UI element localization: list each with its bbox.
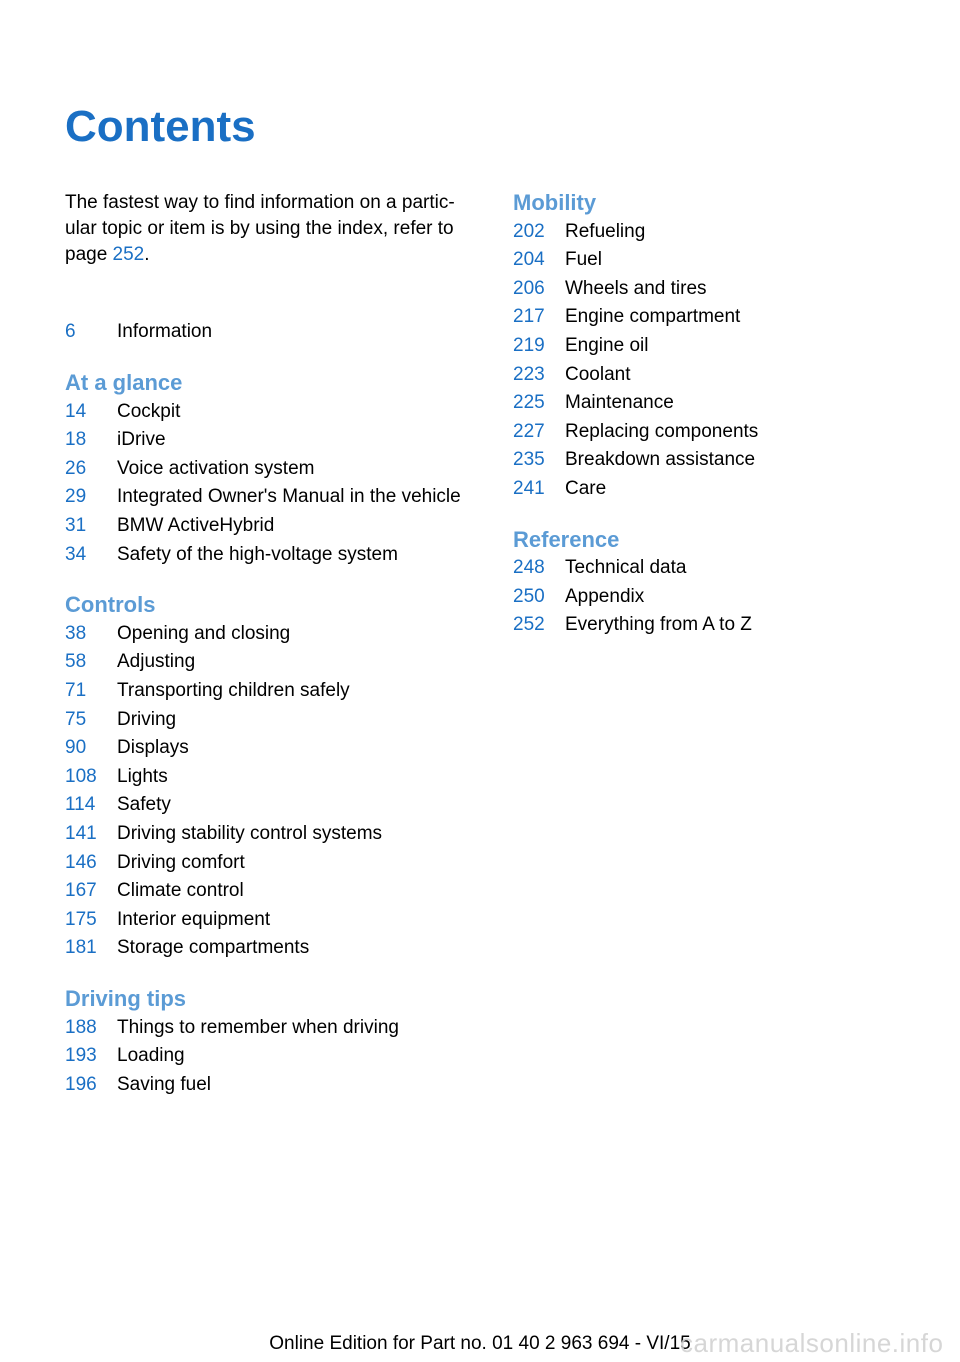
toc-entry-title: Integrated Owner's Manual in the vehicle [117,486,461,508]
toc-page-number[interactable]: 181 [65,937,97,959]
toc-page-number[interactable]: 225 [513,392,545,414]
toc-page-number[interactable]: 223 [513,363,545,385]
section-heading: Driving tips [65,986,187,1011]
toc-page-number[interactable]: 252 [513,614,545,636]
section-heading: Controls [65,592,156,618]
section-heading: At a glance [65,370,183,395]
toc-entry-title: Driving comfort [117,851,245,873]
toc-entry-title: BMW ActiveHybrid [117,515,275,536]
toc-page-number[interactable]: 196 [65,1073,97,1095]
toc-entry-title: Storage compartments [117,937,310,959]
toc-page-number[interactable]: 217 [513,306,545,328]
intro-line-prefix: page [65,244,113,265]
intro-line: ular topic or item is by using the index, refer to [65,218,454,239]
toc-page-number[interactable]: 75 [65,708,87,730]
toc-entry-title: Driving stability control systems [117,823,383,844]
toc-entry-title: Driving [117,708,177,730]
toc-page-number[interactable]: 141 [65,823,97,844]
index-page-link[interactable]: 252 [112,244,145,265]
toc-entry-title: Wheels and tires [565,277,707,299]
toc-page-number[interactable]: 235 [513,449,545,471]
toc-entry-title: Maintenance [565,392,674,414]
toc-entry-title: Saving fuel [117,1073,212,1095]
toc-page-number[interactable]: 114 [65,794,96,816]
toc-page-number[interactable]: 146 [65,851,97,873]
toc-page-number[interactable]: 58 [65,651,87,673]
toc-entry-title: Engine oil [565,335,649,356]
intro-line [65,242,485,268]
footer-edition-text: Online Edition for Part no. 01 40 2 963 694 - VI/15 [269,1333,691,1354]
watermark-logo: carmanualsonline.info [680,1328,944,1358]
toc-page-number[interactable]: 18 [65,429,87,451]
toc-page-number[interactable]: 6 [65,321,76,342]
intro-paragraph [65,190,485,268]
toc-entry-title: Information [117,321,213,342]
toc-entry-title: Transporting children safely [117,680,350,701]
toc-entry-title: iDrive [117,429,166,451]
toc-entry-title: Technical data [565,557,687,579]
toc-entry-title: Voice activation system [117,457,315,479]
toc-page-number[interactable]: 31 [65,515,87,536]
toc-entry-title: Opening and closing [117,622,291,644]
toc-page-number[interactable]: 241 [513,478,545,499]
toc-entry-title: Lights [117,765,168,787]
toc-page-number[interactable]: 204 [513,249,545,271]
toc-page-number[interactable]: 227 [513,420,545,442]
toc-entry-title: Fuel [565,249,602,271]
toc-page-number[interactable]: 248 [513,557,545,579]
toc-entry-title: Displays [117,737,189,759]
toc-page-number[interactable]: 202 [513,220,545,242]
section-heading: Mobility [513,190,597,215]
toc-page-number[interactable]: 34 [65,543,87,565]
toc-entry-title: Things to remember when driving [117,1016,399,1038]
toc-entry-title: Cockpit [117,400,181,422]
toc-entry-title: Safety of the high-voltage system [117,543,398,565]
toc-entry-title: Loading [117,1045,185,1067]
toc-page-number[interactable]: 29 [65,486,87,508]
toc-page-number[interactable]: 14 [65,400,87,422]
toc-page-number[interactable]: 175 [65,908,97,930]
toc-entry-title: Climate control [117,880,244,902]
toc-entry-title: Refueling [565,220,646,242]
toc-page-number[interactable]: 26 [65,457,87,479]
toc-page-number[interactable]: 250 [513,585,545,607]
toc-page-number[interactable]: 167 [65,880,97,902]
intro-suffix: . [144,244,150,265]
section-heading: Reference [513,526,620,552]
intro-line: The fastest way to find information on a partic- [65,192,455,213]
toc-page-number[interactable]: 108 [65,765,97,787]
toc-entry-title: Safety [117,794,171,816]
toc-page-number[interactable]: 206 [513,277,545,299]
toc-entry-title: Interior equipment [117,908,271,930]
toc-page-number[interactable]: 219 [513,335,545,356]
toc-entry-title: Care [565,478,607,499]
toc-page-number[interactable]: 38 [65,622,87,644]
toc-page-number[interactable]: 90 [65,737,87,759]
toc-page-number[interactable]: 193 [65,1045,97,1067]
toc-page-number[interactable]: 188 [65,1016,97,1038]
toc-entry-title: Coolant [565,363,631,385]
toc-entry-title: Appendix [565,585,645,607]
toc-entry-title: Engine compartment [565,306,741,328]
toc-entry-title: Breakdown assistance [565,449,756,471]
toc-entry-title: Replacing components [565,420,759,442]
toc-entry-title: Everything from A to Z [565,614,752,636]
toc-page-number[interactable]: 71 [65,680,87,701]
page-title: Contents [65,102,256,151]
toc-entry-title: Adjusting [117,651,196,673]
